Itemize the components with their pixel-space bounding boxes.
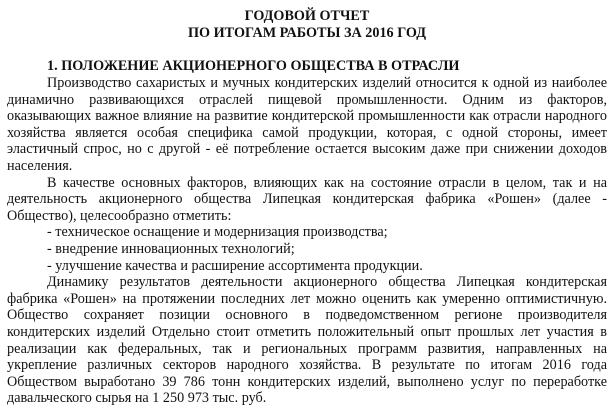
section-heading: 1. ПОЛОЖЕНИЕ АКЦИОНЕРНОГО ОБЩЕСТВА В ОТРАСЛИ bbox=[47, 58, 460, 74]
bullet-item: - внедрение инновационных технологий; bbox=[47, 240, 295, 257]
paragraph-industry: Производство сахаристых и мучных кондитерских изделий относится к одной из наиболее динамично развивающихся отраслей пищевой промышленности. Одним из факторов, оказывающих важное влияние на развитие кондитерской промышленности как отрасли народного хозяйства является особая специфика самой продукции, которая, с одной стороны, имеет эластичный спрос, но с другой - её потребление остается высоким даже при снижении доходов населения. bbox=[7, 75, 607, 174]
paragraph-results: Динамику результатов деятельности акционерного общества Липецкая кондитерская фабрика «Рошен» на протяжении последних лет можно оценить как умеренно оптимистичную. Общество сохраняет позиции основного в подведомственном регионе производителя кондитерских изделий Отдельно стоит отметить положительный опыт прошлых лет участия в реализации как федеральных, так и региональных программ развития, направленных на укрепление различных секторов народного хозяйства. В результате по итогам 2016 года Обществом выработано 39 786 тонн кондитерских изделий, выполнено услуг по переработке давальческого сырья на 1 250 973 тыс. руб. bbox=[7, 274, 607, 407]
bullet-item: - техническое оснащение и модернизация производства; bbox=[47, 224, 388, 241]
paragraph-factors: В качестве основных факторов, влияющих как на состояние отрасли в целом, так и на деятельность акционерного общества Липецкая кондитерская фабрика «Рошен» (далее - Общество), целесообразно отметить: bbox=[7, 174, 607, 224]
bullet-item: - улучшение качества и расширение ассортимента продукции. bbox=[47, 257, 423, 274]
document-title: ГОДОВОЙ ОТЧЕТ bbox=[244, 8, 370, 24]
document-subtitle: ПО ИТОГАМ РАБОТЫ ЗА 2016 ГОД bbox=[188, 25, 426, 41]
